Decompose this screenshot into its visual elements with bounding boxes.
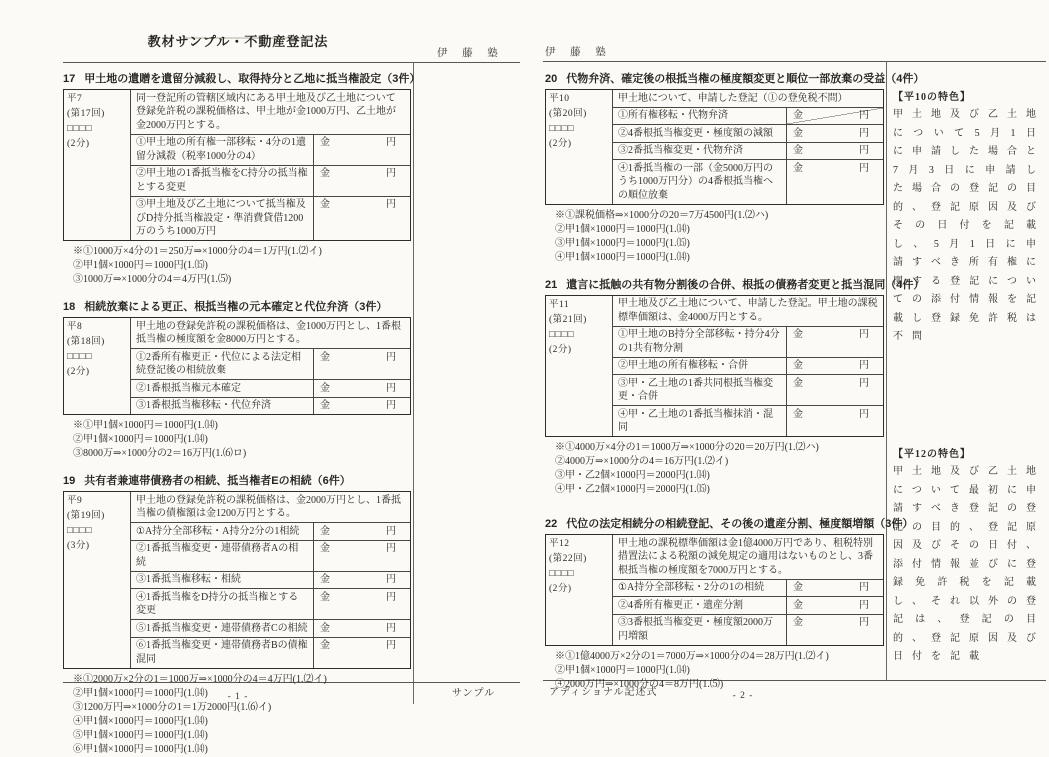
brand-itojuku-page1: 伊 藤 塾 — [437, 48, 504, 59]
exam-label-line: □□□□ — [67, 526, 92, 536]
section-title-text: 相続放棄による更正、根抵当権の元本確定と代位弁済（3件） — [84, 301, 388, 313]
table-body — [131, 90, 410, 240]
exercise-table — [63, 89, 411, 241]
exam-label-line: (第18回) — [67, 337, 105, 347]
table-row — [131, 196, 410, 241]
page1-number: - 1 - — [227, 692, 249, 702]
note-line: ②甲1個×1000円＝1000円(1.⒁) — [73, 687, 208, 699]
exam-label-line: (第20回) — [549, 109, 587, 119]
note-line: ③8000万⇒×1000分の2＝16万円(1.⑹ロ) — [73, 448, 247, 459]
en-label: 円 — [386, 168, 396, 179]
en-label: 円 — [386, 543, 396, 554]
money-cell — [787, 580, 883, 597]
registration-item: ①所有権移転・代物弁済 — [613, 108, 787, 125]
money-cell — [314, 620, 410, 637]
kin-label: 金 — [320, 351, 330, 363]
registration-item: ②甲土地の所有権移転・合併 — [613, 358, 787, 375]
table-row — [131, 637, 410, 668]
money-cell — [787, 406, 883, 436]
registration-item: ③1番根抵当権移転・代位弁済 — [131, 398, 314, 415]
en-label: 円 — [386, 574, 396, 585]
exercise-section — [63, 70, 421, 287]
en-label: 円 — [859, 617, 869, 628]
section-number: 21 — [545, 278, 558, 291]
document-title: 教材サンプル・不動産登記法 — [147, 34, 329, 49]
table-row — [131, 588, 410, 619]
money-cell — [314, 197, 410, 241]
en-label: 円 — [386, 137, 396, 148]
registration-item: ②甲土地の1番抵当権をC持分の抵当権とする変更 — [131, 166, 314, 196]
table-row — [131, 134, 410, 165]
exam-label-line: 平8 — [67, 322, 83, 332]
note-line: ④甲1個×1000円＝1000円(1.⒁) — [555, 251, 690, 263]
table-row — [613, 596, 883, 614]
table-body — [131, 492, 410, 668]
exam-label-line: (第19回) — [67, 511, 105, 521]
note-line: ②甲1個×1000円＝1000円(1.⒂) — [73, 260, 208, 271]
section-title — [545, 70, 925, 86]
exam-label-line: (2分) — [67, 367, 90, 377]
margin-note-title: 【平10の特色】 — [893, 92, 971, 103]
premise-text: 甲土地の登録免許税の課税価格は、金2000万円とし、1番抵当権の債権額は金1200万円とする。 — [136, 494, 401, 519]
kin-label: 金 — [793, 582, 803, 593]
table-row — [131, 571, 410, 589]
table-row — [131, 540, 410, 571]
section-title — [545, 276, 925, 292]
kin-label: 金 — [320, 137, 330, 148]
money-cell — [314, 589, 410, 619]
registration-item: ④1番抵当権をD持分の抵当権とする変更 — [131, 589, 314, 619]
exam-label-line: □□□□ — [67, 352, 92, 362]
table-row — [613, 124, 883, 142]
registration-item: ①甲土地の所有権一部移転・4分の1遺留分減殺（税率1000分の4） — [131, 135, 314, 165]
premise-text: 甲土地の課税標準価額は金1億4000万円であり、租税特別措置法による税額の減免規定の適用はないものとし、3番根抵当権の極度額を7000万円とする。 — [618, 537, 873, 576]
money-cell — [787, 358, 883, 375]
page1-column-divider — [413, 62, 414, 704]
en-label: 円 — [386, 591, 396, 603]
en-label: 円 — [386, 382, 396, 394]
money-cell — [314, 572, 410, 589]
table-row — [131, 379, 410, 397]
page1-section-list — [63, 70, 421, 757]
section-title — [545, 515, 914, 531]
exam-label-line: (2分) — [67, 139, 90, 149]
kin-label: 金 — [793, 110, 803, 121]
section-title — [63, 70, 421, 86]
exercise-table — [545, 89, 884, 205]
table-row — [613, 107, 883, 125]
exam-label-line: (第21回) — [549, 314, 587, 325]
kin-label: 金 — [320, 525, 330, 537]
kin-label: 金 — [320, 400, 330, 411]
registration-item: ③3番根抵当権変更・極度額2000万円増額 — [613, 615, 787, 645]
en-label: 円 — [386, 199, 396, 210]
section-title-text: 甲土地の遺贈を遺留分減殺し、取得持分と乙地に抵当権設定（3件） — [84, 73, 421, 85]
page1-header-rule — [63, 62, 520, 63]
kin-label: 金 — [320, 168, 330, 179]
table-row — [613, 374, 883, 405]
margin-note-body: 甲土地及び乙土地について5月1日に申請した場合と7月3日に申請した場合の登記の目的、登記原因及びその日付を記載し、5月1日に申請すべき所有権に関する登記についての添付情報を記載し登録免許税は不問 — [893, 109, 1045, 342]
money-cell — [314, 541, 410, 571]
premise-text: 甲土地について、申請した登記（①の登免税不問） — [618, 92, 848, 104]
registration-item: ③2番抵当権変更・代物弁済 — [613, 143, 787, 160]
money-cell — [787, 143, 883, 160]
note-line: ⑥甲1個×1000円＝1000円(1.⒁) — [73, 743, 208, 755]
registration-item: ③甲土地及び乙土地について抵当権及びD持分抵当権設定・準消費貸借1200万のうち1000万円 — [131, 197, 314, 241]
note-line: ②4000万⇒×1000分の4＝16万円(1.⑵イ) — [555, 456, 729, 467]
section-number: 22 — [545, 518, 558, 530]
table-row — [613, 579, 883, 597]
note-line: ※①1億4000万×2分の1＝7000万⇒×1000分の4＝28万円(1.⑵イ) — [555, 650, 829, 662]
sample-watermark: サンプル — [452, 688, 496, 699]
calculation-notes — [63, 673, 411, 757]
money-cell — [787, 160, 883, 204]
money-cell — [787, 108, 883, 125]
note-line: ③1000万⇒×1000分の4＝4万円(1.⑸) — [73, 274, 232, 285]
exercise-table — [545, 295, 884, 438]
money-cell — [314, 135, 410, 165]
en-label: 円 — [859, 162, 869, 174]
calculation-notes — [545, 441, 884, 497]
table-body — [613, 535, 883, 645]
section-number: 18 — [63, 301, 76, 313]
registration-item: ①A持分全部移転・2分の1の相続 — [613, 580, 787, 597]
margin-note-h12 — [893, 445, 1045, 667]
section-number: 20 — [545, 73, 558, 85]
money-cell — [314, 398, 410, 415]
table-row — [613, 405, 883, 436]
entry-rows — [613, 579, 883, 645]
money-cell — [787, 597, 883, 614]
exam-label-cell — [64, 318, 131, 414]
table-body — [131, 318, 410, 414]
note-line: ※①課税価格⇒×1000分の20＝7万4500円(1.⑵ハ) — [555, 209, 769, 221]
en-label: 円 — [386, 525, 396, 537]
money-cell — [787, 615, 883, 645]
kin-label: 金 — [320, 543, 330, 554]
kin-label: 金 — [793, 162, 803, 174]
exercise-table — [545, 534, 884, 646]
exam-label-cell — [546, 90, 613, 204]
exercise-table — [63, 491, 411, 669]
margin-notes-column — [893, 88, 1045, 680]
money-cell — [314, 349, 410, 379]
table-row — [131, 619, 410, 637]
note-line: ※①2000万×2分の1＝1000万⇒×1000分の4＝4万円(1.⑵イ) — [73, 673, 327, 685]
registration-item: ②1番抵当権変更・連帯債務者Aの相続 — [131, 541, 314, 571]
page1-content — [63, 70, 421, 757]
table-row — [131, 348, 410, 379]
money-cell — [314, 638, 410, 668]
exam-label-cell — [64, 492, 131, 668]
exam-label-line: □□□□ — [549, 124, 574, 134]
registration-item: ⑤1番抵当権変更・連帯債務者Cの相続 — [131, 620, 314, 637]
premise-text: 同一登記所の管轄区域内にある甲土地及び乙土地について登録免許税の課税価格は、甲土地が金1000万円、乙土地が金2000万円とする。 — [136, 92, 396, 131]
en-label: 円 — [859, 408, 869, 420]
section-title — [63, 298, 411, 314]
premise-text: 甲土地の登録免許税の課税価格は、金1000万円とし、1番根抵当権の極度額を金8000万円とする。 — [136, 320, 401, 345]
registration-item: ④1番抵当権の一部（金5000万円のうち1000万円分）の4番根抵当権への順位放棄 — [613, 160, 787, 204]
registration-item: ②1番根抵当権元本確定 — [131, 380, 314, 397]
table-row — [613, 357, 883, 375]
registration-item: ②4番所有権更正・遺産分割 — [613, 597, 787, 614]
calculation-notes — [63, 419, 411, 461]
en-label: 円 — [859, 599, 869, 611]
en-label: 円 — [859, 145, 869, 156]
note-line: ※①甲1個×1000円＝1000円(1.⒁) — [73, 420, 218, 431]
en-label: 円 — [859, 127, 869, 139]
calculation-notes — [63, 245, 411, 287]
money-cell — [787, 375, 883, 405]
kin-label: 金 — [793, 360, 803, 371]
entry-rows — [131, 348, 410, 414]
page2-column-divider — [886, 61, 887, 681]
kin-label: 金 — [793, 127, 803, 139]
kin-label: 金 — [320, 199, 330, 210]
exercise-table — [63, 317, 411, 415]
kin-label: 金 — [793, 599, 803, 611]
margin-note-body: 甲土地及び乙土地について最初に申請すべき登記の登記の目的、登記原因及びその日付、添付情報並びに登録免許税を記載し、それ以外の登記は、登記の目的、登記原因及び日付を記載 — [893, 466, 1045, 662]
registration-item: ③1番抵当権移転・相続 — [131, 572, 314, 589]
kin-label: 金 — [320, 591, 330, 603]
page2-section-list — [545, 70, 925, 692]
table-row — [613, 614, 883, 645]
en-label: 円 — [859, 582, 869, 593]
exam-label-line: (3分) — [67, 541, 90, 551]
note-line: ⑤甲1個×1000円＝1000円(1.⒁) — [73, 729, 208, 741]
kin-label: 金 — [793, 617, 803, 628]
section-title-text: 代位の法定相続分の相続登記、その後の遺産分割、極度額増額（3件） — [566, 518, 914, 530]
entry-rows — [131, 522, 410, 668]
section-number: 17 — [63, 73, 76, 85]
table-row — [613, 159, 883, 204]
entry-rows — [131, 134, 410, 241]
calculation-notes — [545, 209, 884, 265]
note-line: ②甲1個×1000円＝1000円(1.⒁) — [555, 664, 690, 676]
exam-label-line: 平9 — [67, 496, 83, 506]
en-label: 円 — [386, 400, 396, 411]
exam-label-cell — [546, 535, 613, 645]
exam-label-line: □□□□ — [67, 124, 92, 134]
note-line: ※①1000万×4分の1＝250万⇒×1000分の4＝1万円(1.⑵イ) — [73, 246, 322, 257]
en-label: 円 — [859, 377, 869, 389]
money-cell — [314, 523, 410, 540]
entry-rows — [613, 326, 883, 437]
exercise-section — [545, 515, 914, 692]
page2-header-rule — [543, 61, 1046, 62]
kin-label: 金 — [320, 640, 330, 651]
page2-content — [545, 70, 925, 692]
section-title — [63, 472, 411, 488]
registration-item: ②4番根抵当権変更・極度額の減額 — [613, 125, 787, 142]
exam-label-line: 平10 — [549, 94, 570, 104]
section-title-text: 遺言に抵触の共有物分割後の合併、根抵の債務者変更と抵当混同（4件） — [566, 278, 925, 291]
en-label: 円 — [859, 329, 869, 340]
note-line: ③甲・乙2個×1000円＝2000円(1.⒁) — [555, 470, 710, 481]
exam-label-line: (第22回) — [549, 554, 587, 564]
table-row — [131, 522, 410, 540]
money-cell — [314, 166, 410, 196]
en-label: 円 — [386, 351, 396, 363]
registration-item: ③甲・乙土地の1番共同根抵当権変更・合併 — [613, 375, 787, 405]
registration-item: ⑥1番抵当権変更・連帯債務者Bの債権混同 — [131, 638, 314, 668]
note-line: ④甲1個×1000円＝1000円(1.⒁) — [73, 715, 208, 727]
table-body — [613, 296, 883, 437]
kin-label: 金 — [793, 377, 803, 389]
exam-label-line: 平7 — [67, 94, 83, 104]
course-footer-label: アディショナル記述式 — [549, 687, 658, 698]
section-title-text: 共有者兼連帯債務者の相続、抵当権者Eの相続（6件） — [84, 475, 351, 487]
kin-label: 金 — [320, 382, 330, 394]
margin-note-title: 【平12の特色】 — [893, 449, 971, 460]
brand-itojuku-page2: 伊 藤 塾 — [545, 47, 612, 58]
premise-text: 甲土地及び乙土地について、申請した登記。甲土地の課税標準価額は、金4000万円とする。 — [618, 298, 878, 323]
entry-rows — [613, 107, 883, 204]
note-line: ②甲1個×1000円＝1000円(1.⒁) — [73, 434, 208, 445]
table-body — [613, 90, 883, 204]
section-title-text: 代物弁済、確定後の根抵当権の極度額変更と順位一部放棄の受益（4件） — [566, 73, 925, 85]
kin-label: 金 — [793, 329, 803, 340]
note-line: ④甲・乙2個×1000円＝2000円(1.⒂) — [555, 484, 710, 495]
kin-label: 金 — [320, 574, 330, 585]
table-row — [131, 397, 410, 415]
exam-label-cell — [64, 90, 131, 240]
note-line: ③甲1個×1000円＝1000円(1.⒂) — [555, 237, 690, 249]
exam-label-line: 平11 — [549, 299, 570, 310]
kin-label: 金 — [320, 622, 330, 634]
exercise-section — [63, 298, 411, 461]
section-number: 19 — [63, 475, 76, 487]
en-label: 円 — [386, 622, 396, 634]
money-cell — [314, 380, 410, 397]
money-cell — [787, 125, 883, 142]
note-line: ②甲1個×1000円＝1000円(1.⒁) — [555, 223, 690, 235]
table-row — [613, 142, 883, 160]
table-row — [613, 326, 883, 357]
note-line: ④2000万円⇒×1000分の4＝8万円(1.⑸) — [555, 678, 724, 690]
margin-note-h10 — [893, 88, 1045, 347]
page2-number: - 2 - — [732, 691, 754, 701]
note-line: ※①4000万×4分の1＝1000万⇒×1000分の20＝20万円(1.⑵ハ) — [555, 442, 819, 453]
exam-label-cell — [546, 296, 613, 437]
registration-item: ①A持分全部移転・A持分2分の1相続 — [131, 523, 314, 540]
en-label: 円 — [859, 360, 869, 371]
exam-label-line: □□□□ — [549, 329, 574, 340]
note-line: ③1200万円⇒×1000分の1＝1万2000円(1.⑹イ) — [73, 701, 272, 713]
exam-label-line: 平12 — [549, 539, 570, 549]
registration-item: ④甲・乙土地の1番抵当権抹消・混同 — [613, 406, 787, 436]
table-row — [131, 165, 410, 196]
exam-label-line: (2分) — [549, 139, 572, 149]
kin-label: 金 — [793, 145, 803, 156]
exam-label-line: □□□□ — [549, 569, 574, 579]
registration-item: ①2番所有権更正・代位による法定相続登記後の相続放棄 — [131, 349, 314, 379]
registration-item: ①甲土地のB持分全部移転・持分4分の1共有物分割 — [613, 327, 787, 357]
exercise-section — [545, 70, 925, 265]
exam-label-line: (2分) — [549, 344, 572, 355]
en-label: 円 — [386, 640, 396, 651]
exam-label-line: (2分) — [549, 584, 572, 594]
exercise-section — [63, 472, 411, 757]
kin-label: 金 — [793, 408, 803, 420]
en-label: 円 — [859, 110, 869, 121]
exercise-section — [545, 276, 925, 498]
money-cell — [787, 327, 883, 357]
exam-label-line: (第17回) — [67, 109, 105, 119]
